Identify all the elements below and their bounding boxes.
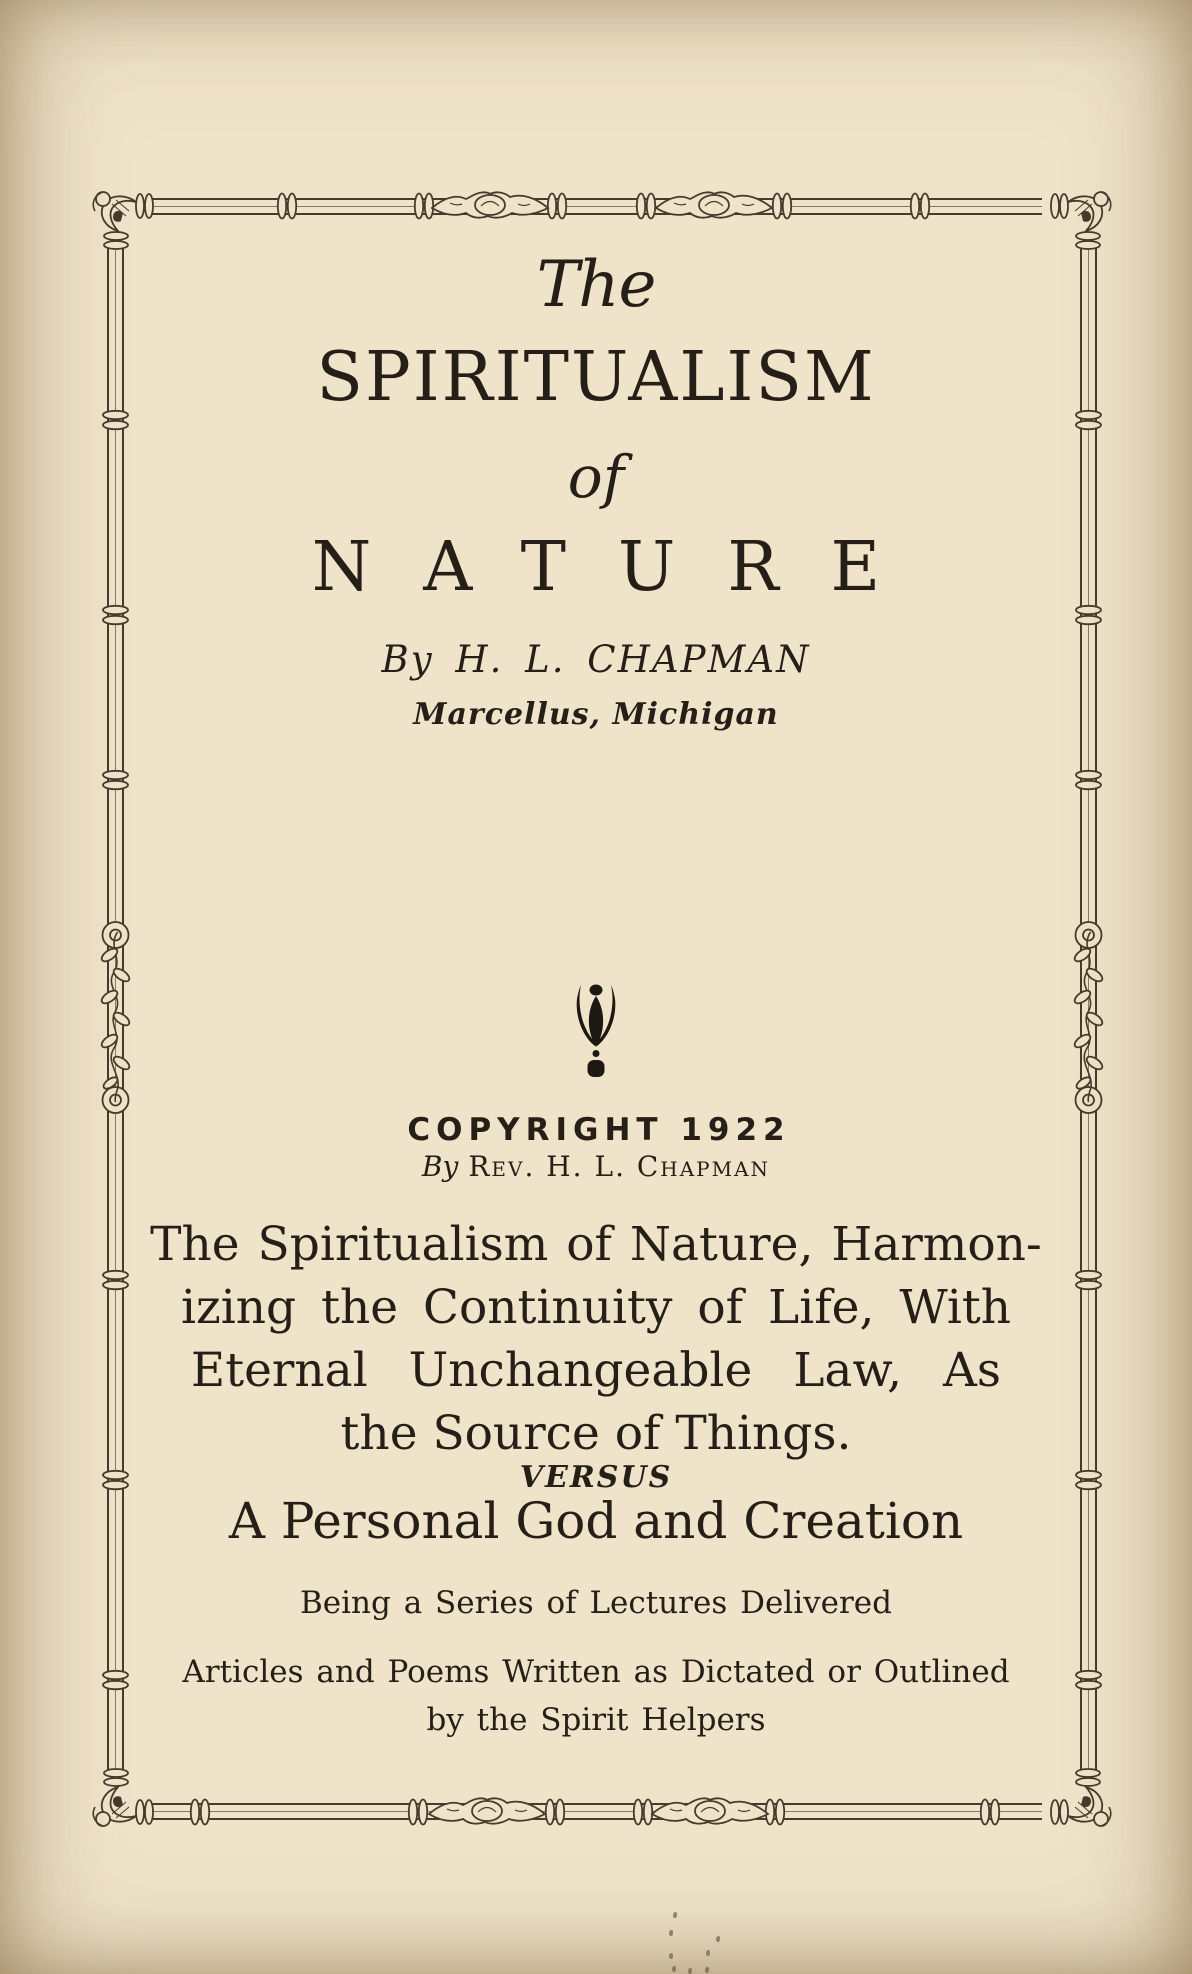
contrast-title: A Personal God and Creation — [228, 1492, 964, 1550]
author-byline: By H. L. CHAPMAN — [381, 638, 811, 681]
tulip-printers-flower-icon — [573, 983, 619, 1089]
copyright-byline — [0, 1152, 1192, 1183]
subtitle-line: izing the Continuity of Life, With — [180, 1280, 1012, 1335]
subtitle-paragraph — [0, 1213, 1192, 1465]
dictation-note-line: Articles and Poems Written as Dictated or Outlined — [182, 1654, 1010, 1690]
dictation-note — [0, 1648, 1192, 1744]
series-note: Being a Series of Lectures Delivered — [300, 1585, 892, 1621]
dictation-note-line: by the Spirit Helpers — [426, 1702, 766, 1738]
copyright-line: COPYRIGHT 1922 — [407, 1112, 791, 1148]
page-title: SPIRITUALISM — [316, 338, 876, 417]
title-word-of: of — [567, 443, 625, 511]
copyright-by-prefix: By — [421, 1150, 459, 1183]
copyright-by-name: Rev. H. L. Chapman — [468, 1150, 771, 1183]
subtitle-line: The Spiritualism of Nature, Harmon- — [150, 1217, 1042, 1272]
page-title-second-line: NATURE — [311, 528, 933, 607]
subtitle-line: Eternal Unchangeable Law, As — [190, 1343, 1002, 1398]
versus-label: VERSUS — [519, 1460, 673, 1495]
subtitle-line: the Source of Things. — [340, 1406, 852, 1461]
title-word-the: The — [536, 248, 656, 322]
author-location: Marcellus, Michigan — [413, 697, 779, 732]
